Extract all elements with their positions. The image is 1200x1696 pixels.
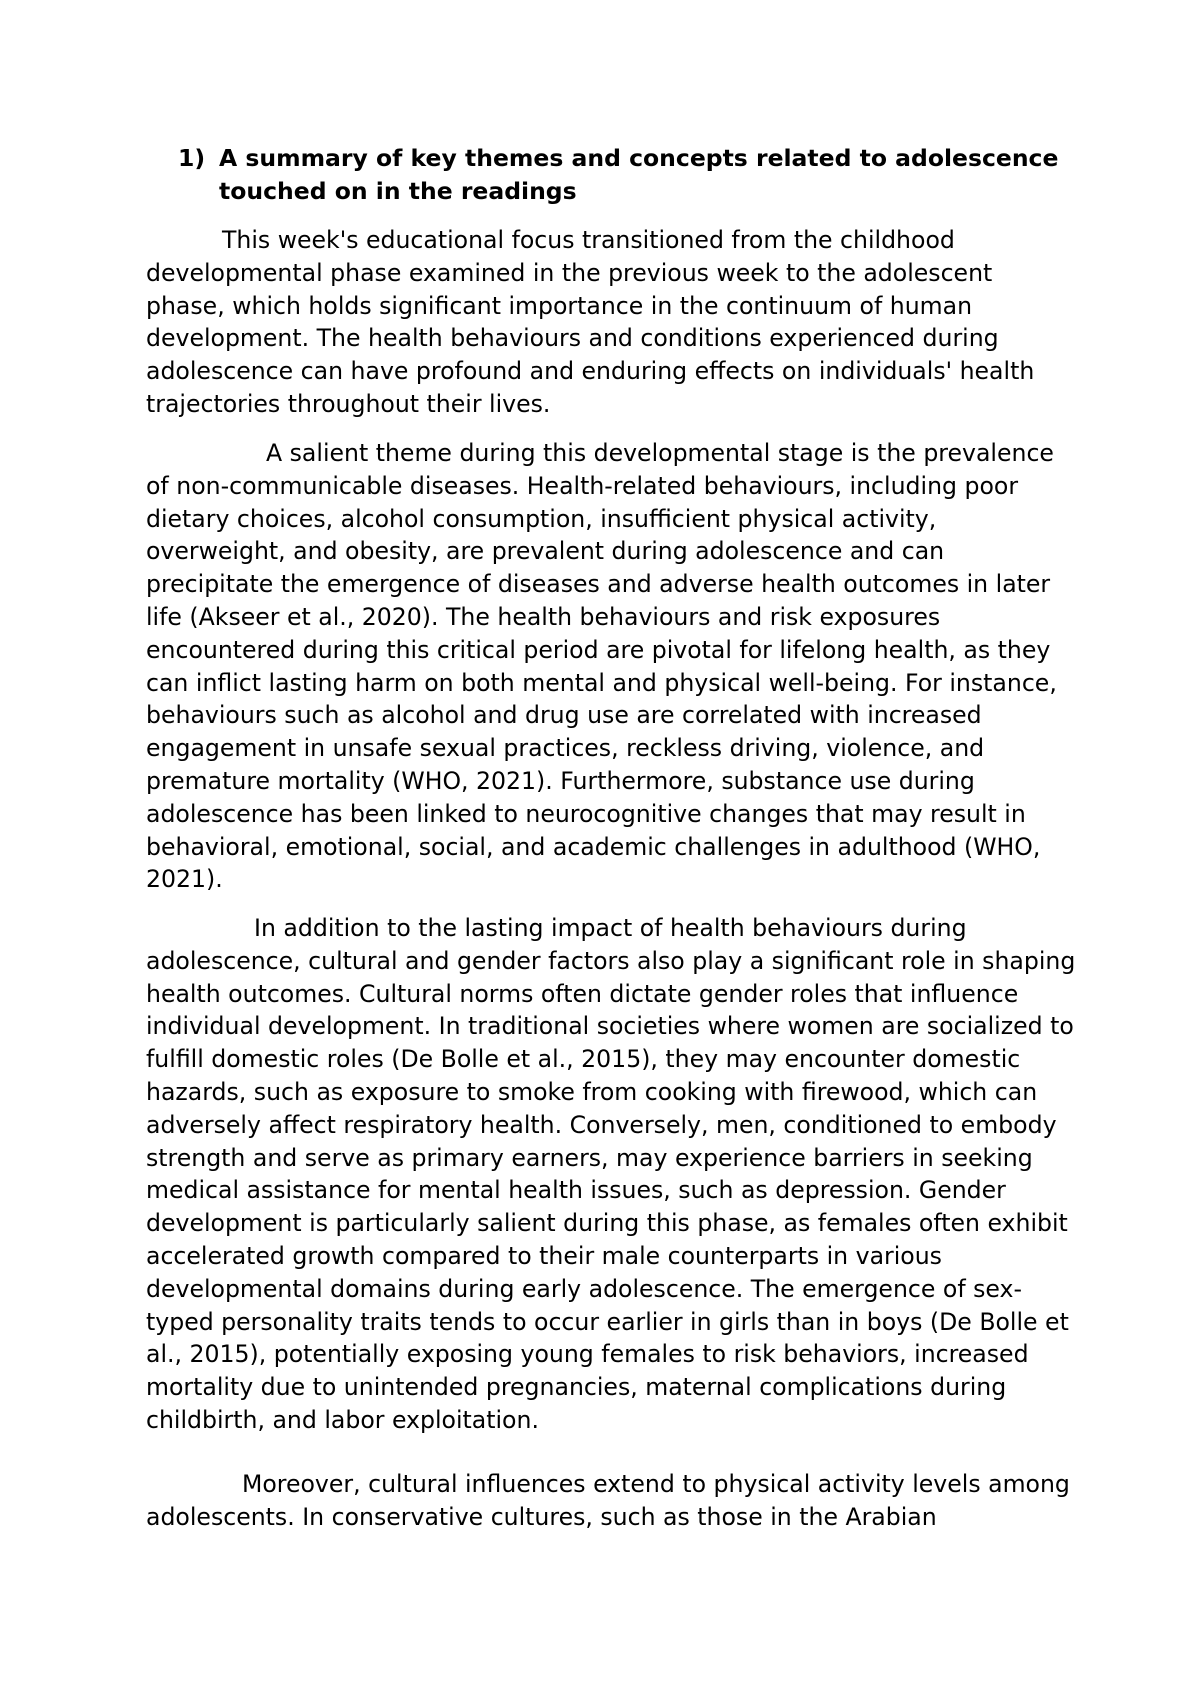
paragraph-cultural-gender-factors: In addition to the lasting impact of health behaviours during adolescence, cultural and gender factors also play a significant role in shaping health outcomes. Cultural norms often dictate gender roles that influence individual development. In traditional societies where women are socialized to fulfill domestic roles (De Bolle et al., 2015), they may encounter domestic hazards, such as exposure to smoke from cooking with firewood, which can adversely affect respiratory health. Conversely, men, conditioned to embody strength and serve as primary earners, may experience barriers in seeking medical assistance for mental health issues, such as depression. Gender development is particularly salient during this phase, as females often exhibit accelerated growth compared to their male counterparts in various developmental domains during early adolescence. The emergence of sex-typed personality traits tends to occur earlier in girls than in boys (De Bolle et al., 2015), potentially exposing young females to risk behaviors, increased mortality due to unintended pregnancies, maternal complications during childbirth, and labor exploitation.: [146, 914, 1076, 1434]
section-heading: [178, 142, 1078, 208]
heading-number: 1): [178, 144, 206, 172]
paragraph-noncommunicable-diseases: A salient theme during this developmental stage is the prevalence of non-communicable diseases. Health-related behaviours, including poor dietary choices, alcohol consumption, insufficient physical activity, overweight, and obesity, are prevalent during adolescence and can precipitate the emergence of diseases and adverse health outcomes in later life (Akseer et al., 2020). The health behaviours and risk exposures encountered during this critical period are pivotal for lifelong health, as they can inflict lasting harm on both mental and physical well-being. For instance, behaviours such as alcohol and drug use are correlated with increased engagement in unsafe sexual practices, reckless driving, violence, and premature mortality (WHO, 2021). Furthermore, substance use during adolescence has been linked to neurocognitive changes that may result in behavioral, emotional, social, and academic challenges in adulthood (WHO, 2021).: [146, 439, 1057, 894]
paragraph-intro: This week's educational focus transitioned from the childhood developmental phase examined in the previous week to the adolescent phase, which holds significant importance in the continuum of human development. The health behaviours and conditions experienced during adolescence can have profound and enduring effects on individuals' health trajectories throughout their lives.: [146, 226, 1035, 418]
paragraph-physical-activity: Moreover, cultural influences extend to physical activity levels among adolescents. In conservative cultures, such as those in the Arabian: [146, 1470, 1070, 1531]
heading-text: A summary of key themes and concepts related to adolescence touched on in the readings: [219, 144, 1059, 205]
